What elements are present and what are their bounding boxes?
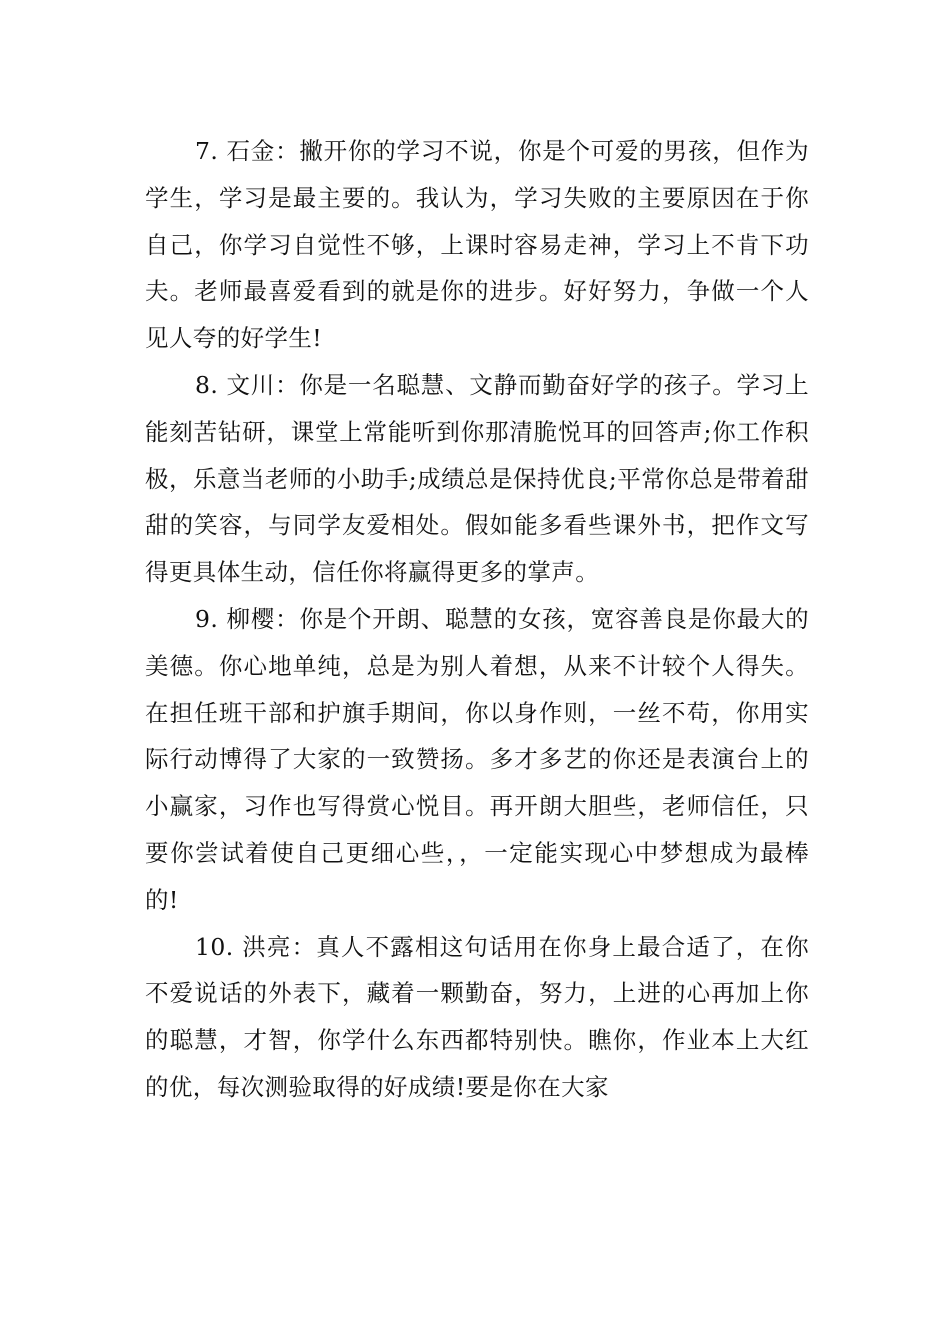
comment-paragraph-10	[145, 924, 809, 1111]
paragraph-text: 文川：你是一名聪慧、文静而勤奋好学的孩子。学习上能刻苦钻研，课堂上常能听到你那清脆悦耳的回答声;你工作积极，乐意当老师的小助手;成绩总是保持优良;平常你总是带着甜甜的笑容，与同学友爱相处。假如能多看些课外书，把作文写得更具体生动，信任你将赢得更多的掌声。	[145, 370, 809, 587]
paragraph-number: 10.	[195, 932, 234, 961]
paragraph-number: 8.	[195, 370, 219, 399]
paragraph-text: 石金：撇开你的学习不说，你是个可爱的男孩，但作为学生，学习是最主要的。我认为，学习失败的主要原因在于你自己，你学习自觉性不够，上课时容易走神，学习上不肯下功夫。老师最喜爱看到的就是你的进步。好好努力，争做一个人见人夸的好学生!	[145, 137, 809, 353]
comment-paragraph-7	[145, 128, 809, 362]
paragraph-number: 9.	[195, 604, 219, 633]
paragraph-text: 柳樱：你是个开朗、聪慧的女孩，宽容善良是你最大的美德。你心地单纯，总是为别人着想，从来不计较个人得失。在担任班干部和护旗手期间，你以身作则，一丝不苟，你用实际行动博得了大家的一致赞扬。多才多艺的你还是表演台上的小赢家，习作也写得赏心悦目。再开朗大胆些，老师信任，只要你尝试着使自己更细心些，，一定能实现心中梦想成为最棒的!	[145, 604, 809, 914]
comment-paragraph-9	[145, 596, 809, 924]
paragraph-number: 7.	[195, 137, 219, 165]
document-page	[145, 128, 809, 1111]
paragraph-text: 洪亮：真人不露相这句话用在你身上最合适了，在你不爱说话的外表下，藏着一颗勤奋，努力，上进的心再加上你的聪慧，才智，你学什么东西都特别快。瞧你，作业本上大红的优，每次测验取得的好成绩!要是你在大家	[145, 932, 810, 1101]
comment-paragraph-8	[145, 362, 809, 596]
